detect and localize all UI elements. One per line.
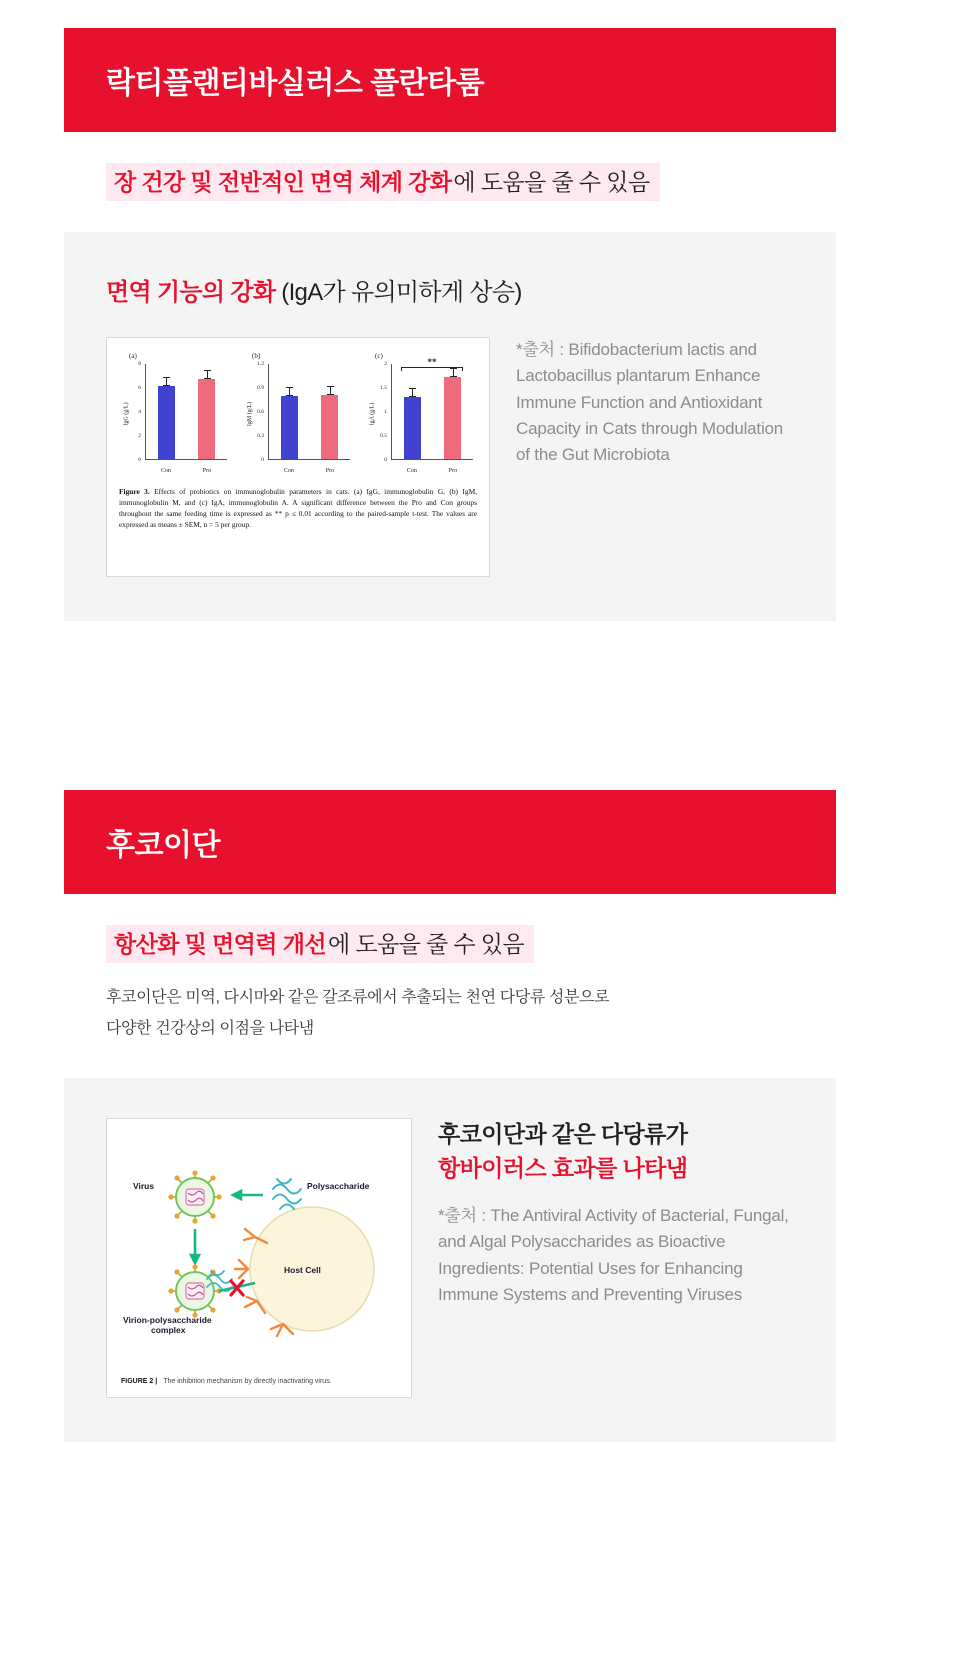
errorbar [289, 387, 290, 396]
ytick: 6 [138, 384, 141, 391]
xtick: Con [406, 467, 417, 474]
figure-caption-label: FIGURE 2 | [121, 1378, 158, 1386]
chart-xlabels-iga [391, 468, 473, 474]
headline-highlight: 항산화 및 면역력 개선 [106, 925, 328, 963]
ytick: 1 [384, 408, 387, 415]
section-card-plantarum [64, 28, 836, 621]
errorbar [330, 386, 331, 395]
figure-caption-text: The inhibition mechanism by directly inactivating virus. [163, 1378, 332, 1386]
chart-igm [242, 350, 354, 478]
arrow-vertical [191, 1229, 199, 1263]
ytick: 0.5 [380, 432, 387, 439]
section-evidence-fucoidan [64, 1078, 836, 1442]
headline-tail: 에 도움을 줄 수 있음 [328, 925, 534, 963]
bar-slot-con [279, 364, 299, 459]
xtick: Pro [202, 467, 212, 474]
chart-ylabel-iga: IgA (g/L) [369, 402, 376, 426]
ytick: 1.2 [257, 360, 264, 367]
bar-slot-pro [443, 364, 463, 459]
bar-slot-con [156, 364, 176, 459]
bar-con-igm [281, 396, 298, 459]
chart-group [119, 350, 477, 478]
source-note-fucoidan: *출처 : The Antiviral Activity of Bacterial, Fungal, and Algal Polysaccharides as Bioactive Ingredients: Potential Uses for Enhancing Immune Systems and Preventing Viruses [438, 1205, 789, 1304]
chart-bars-igm [269, 364, 350, 459]
chart-plot-igg [145, 364, 227, 460]
figure-row-fucoidan [106, 1118, 794, 1398]
section-card-fucoidan [64, 790, 836, 1442]
figure-title-line-2: 항바이러스 효과를 나타냄 [438, 1154, 688, 1181]
figure-caption-label: Figure 3. [119, 486, 150, 496]
body-line-2: 다양한 건강상의 이점을 나타냄 [106, 1020, 314, 1038]
xtick: Pro [325, 467, 335, 474]
figure-immunoglobulin-charts [106, 337, 490, 577]
body-line-1: 후코이단은 미역, 다시마와 같은 갈조류에서 추출되는 천연 다당류 성분으로 [106, 988, 610, 1006]
errorbar [412, 388, 413, 397]
chart-plot-igm [268, 364, 350, 460]
virus-particle-top [168, 1171, 221, 1224]
ytick: 0 [138, 456, 141, 463]
ytick: 8 [138, 360, 141, 367]
bar-con-iga [404, 397, 421, 459]
figure-virus-inhibition [106, 1118, 412, 1398]
errorbar [453, 368, 454, 377]
figure-row-plantarum [106, 337, 794, 577]
section-header-plantarum: 락티플랜티바실러스 플란타룸 [64, 28, 836, 132]
ytick: 0 [384, 456, 387, 463]
bar-pro-iga [444, 377, 461, 459]
body-text-fucoidan [106, 982, 794, 1044]
ytick: 0 [261, 456, 264, 463]
headline-highlight: 장 건강 및 전반적인 면역 체계 강화 [106, 163, 453, 201]
figure-title-line-1: 후코이단과 같은 다당류가 [438, 1121, 688, 1148]
label-complex-line1: Virion-polysaccharide [123, 1315, 212, 1326]
figure-side-text-fucoidan [438, 1118, 794, 1308]
figure-caption-fucoidan [121, 1378, 332, 1385]
label-host-cell: Host Cell [284, 1265, 321, 1276]
chart-yticks-igg [119, 360, 143, 463]
chart-xlabels-igg [145, 468, 227, 474]
headline-tail: 에 도움을 줄 수 있음 [453, 163, 659, 201]
bar-slot-con [402, 364, 422, 459]
ytick: 2 [384, 360, 387, 367]
bar-slot-pro [197, 364, 217, 459]
chart-panel-label-c: (c) [375, 351, 383, 360]
chart-panel-label-b: (b) [252, 351, 261, 360]
ytick: 1.5 [380, 384, 387, 391]
label-complex-line2: complex [151, 1325, 186, 1336]
arrow-polysaccharide-to-virus [233, 1191, 263, 1199]
chart-yticks-igm [242, 360, 266, 463]
ytick: 0.9 [257, 384, 264, 391]
section-intro-fucoidan [64, 894, 836, 1078]
polysaccharide-molecule-top [273, 1179, 301, 1209]
label-virus: Virus [133, 1181, 155, 1192]
chart-ylabel-igg: IgG (g/L) [123, 402, 130, 426]
xtick: Con [283, 467, 294, 474]
bar-con-igg [158, 386, 175, 459]
figure-title-fucoidan [438, 1118, 794, 1185]
chart-bars-igg [146, 364, 227, 459]
bar-slot-pro [320, 364, 340, 459]
significance-stars: ** [427, 356, 437, 367]
chart-ylabel-igm: IgM (g/L) [247, 401, 254, 426]
chart-xlabels-igm [268, 468, 350, 474]
subtitle-rest: (IgA가 유의미하게 상승) [275, 278, 522, 306]
bar-pro-igg [198, 379, 215, 459]
chart-bars-iga [392, 364, 473, 459]
ytick: 0.3 [257, 432, 264, 439]
bar-pro-igm [321, 395, 338, 459]
ytick: 0.6 [257, 408, 264, 415]
chart-igg [119, 350, 231, 478]
figure-caption-text: Effects of probiotics on immunoglobulin parameters in cats. (a) IgG, immunoglobulin G, (b) IgM, immunoglobulin M, and (c) IgA, immunoglobulin A. A significant difference between the Pro and Con groups throughout the same feeding time is expressed as ** p ≤ 0.01 according to the paired-sample t-test. The values are expressed as means ± SEM, n = 5 per group. [119, 486, 477, 530]
chart-panel-label-a: (a) [129, 351, 137, 360]
errorbar [207, 370, 208, 379]
section-intro-plantarum [64, 132, 836, 232]
xtick: Pro [448, 467, 458, 474]
headline-fucoidan [106, 930, 534, 960]
subtitle-accent: 면역 기능의 강화 [106, 278, 276, 306]
source-note-plantarum: *출처 : Bifidobacterium lactis and Lactobacillus plantarum Enhance Immune Function and Antioxidant Capacity in Cats through Modulation of the Gut Microbiota [516, 339, 784, 465]
chart-iga [365, 350, 477, 478]
chart-plot-iga [391, 364, 473, 460]
ytick: 4 [138, 408, 141, 415]
label-polysaccharide: Polysaccharide [307, 1181, 370, 1192]
section-header-fucoidan: 후코이단 [64, 790, 836, 894]
subtitle-immune-enhancement [106, 272, 794, 307]
xtick: Con [160, 467, 171, 474]
figure-caption-plantarum [119, 486, 477, 530]
ytick: 2 [138, 432, 141, 439]
errorbar [166, 377, 167, 386]
section-evidence-plantarum [64, 232, 836, 621]
chart-yticks-iga [365, 360, 389, 463]
headline-plantarum [106, 168, 660, 198]
